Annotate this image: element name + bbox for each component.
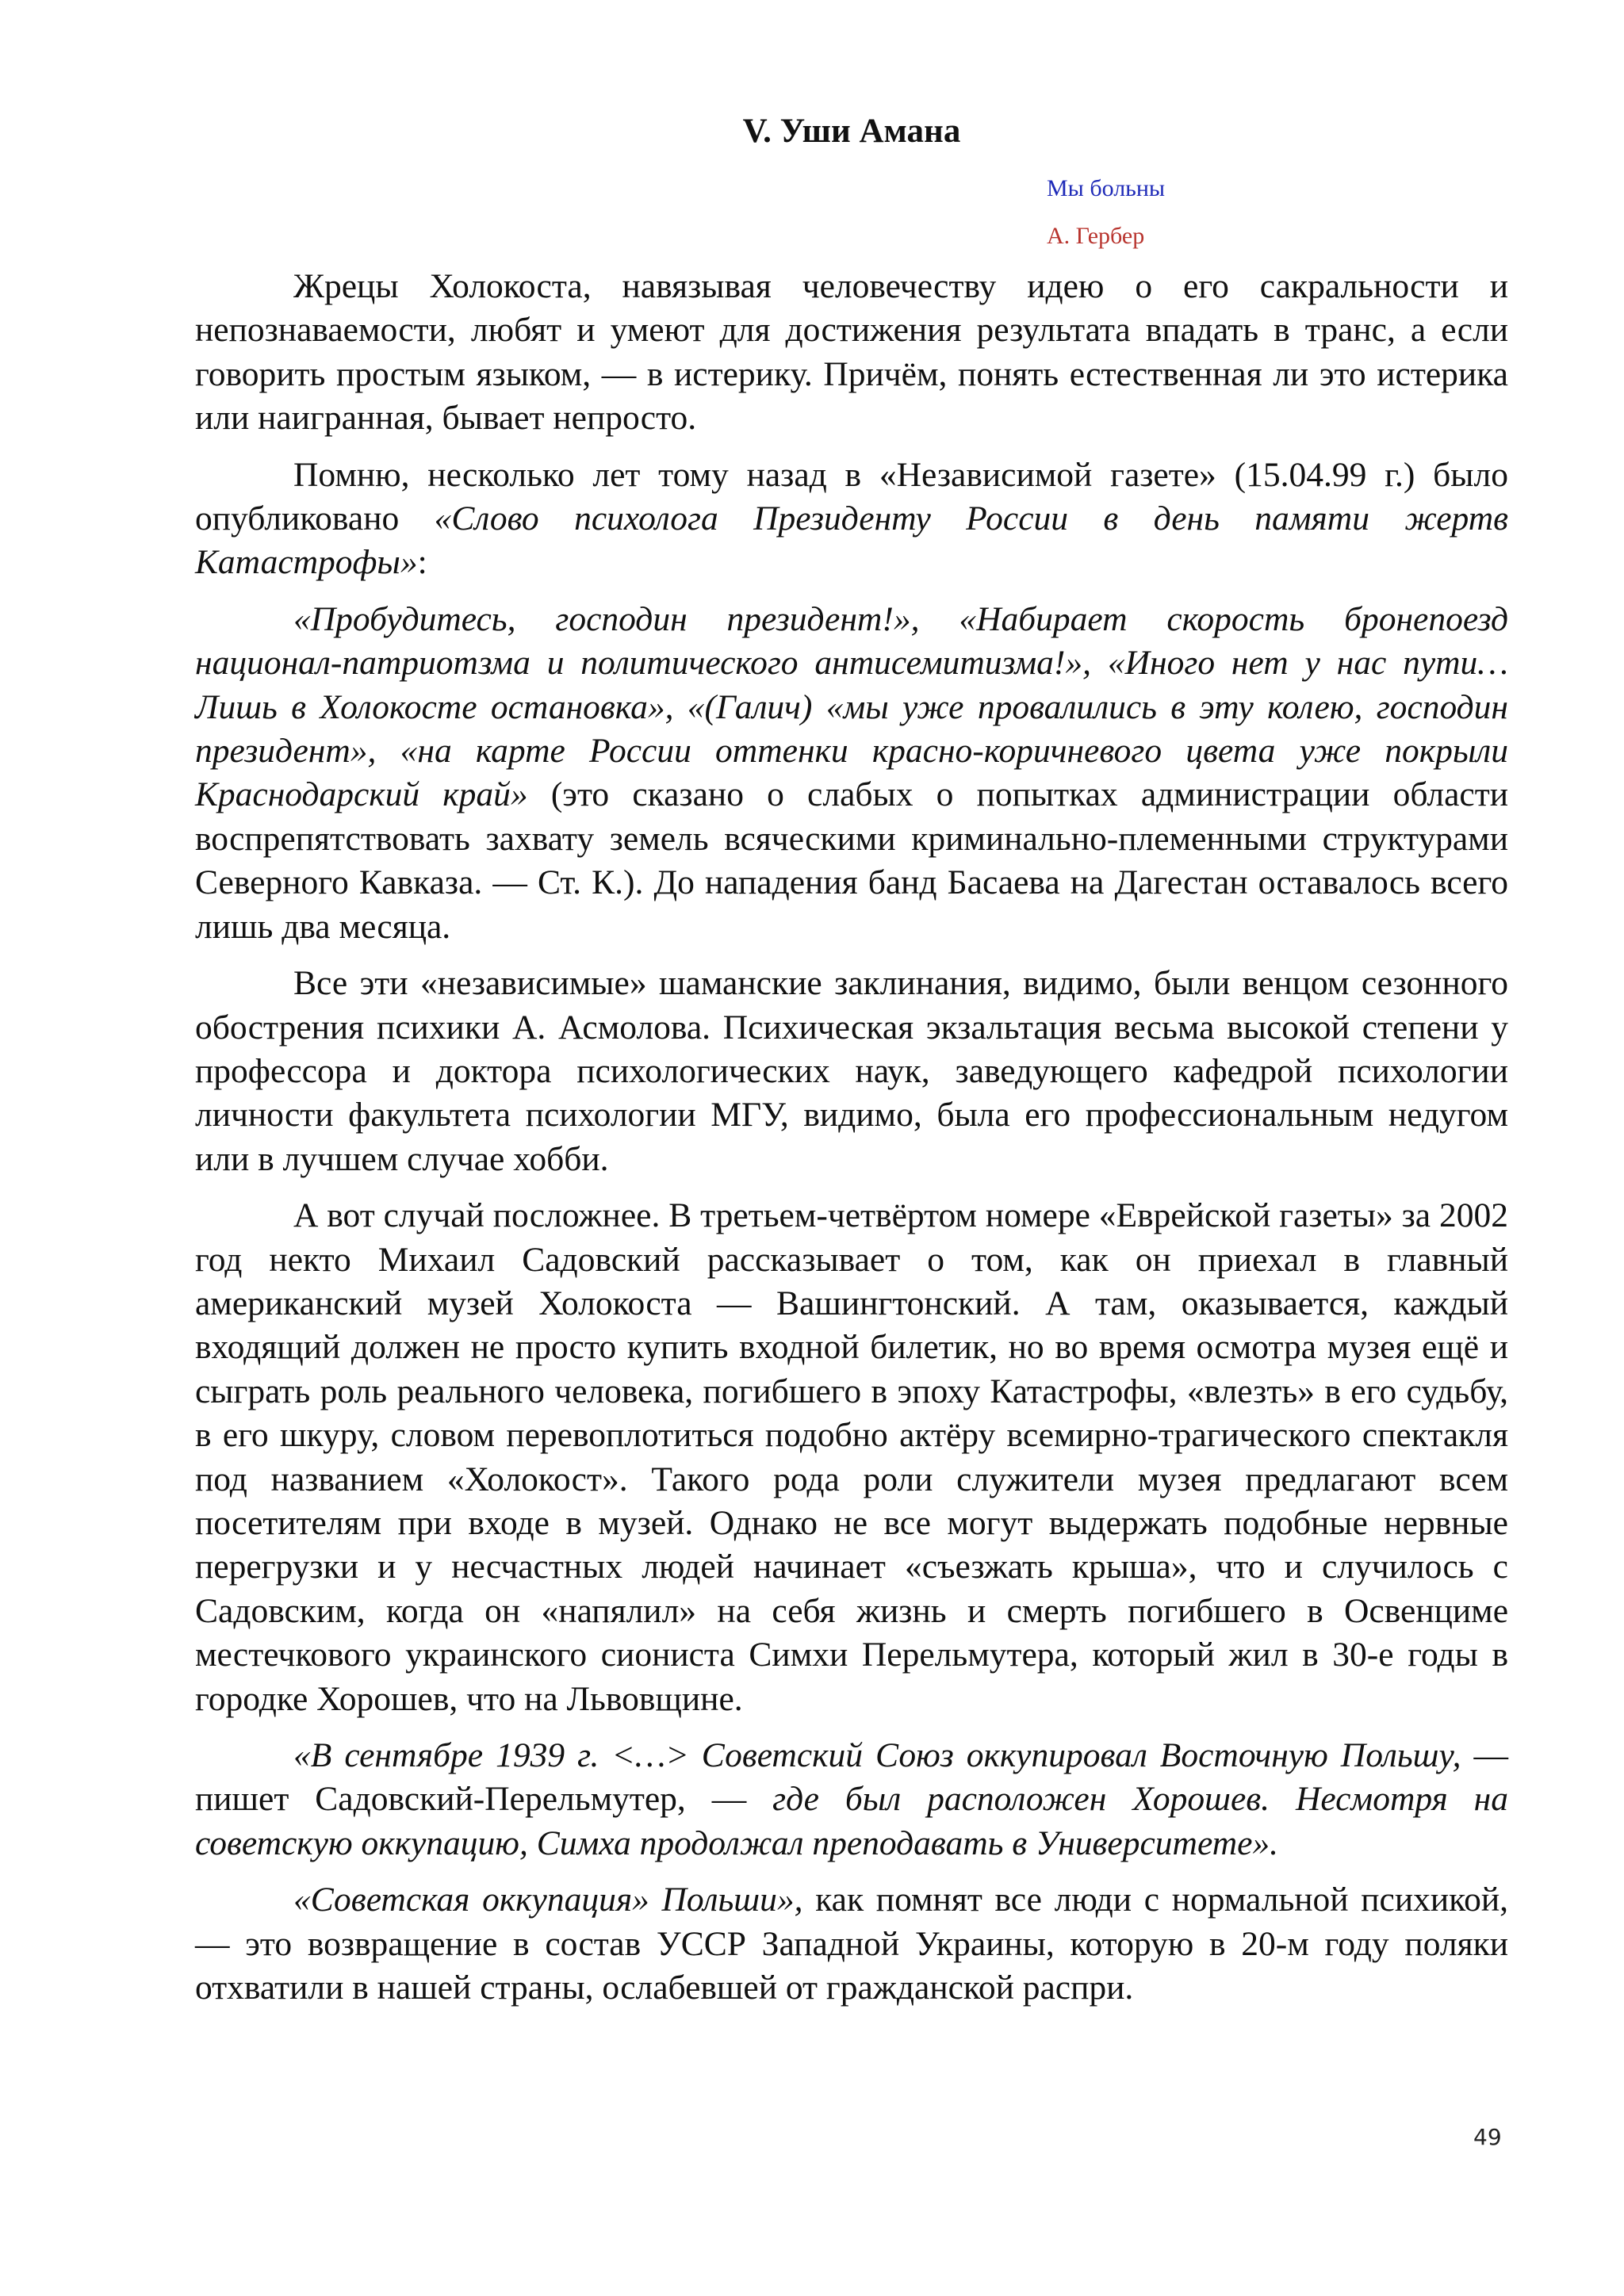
epigraph: [1047, 165, 1508, 260]
text-run: А вот случай посложнее. В третьем-четвёртом номере «Еврейской газеты» за 2002 год некто Михаил Садовский рассказывает о том, как он приехал в главный американский музей Холокоста — Вашингтонский. А там, оказывается, каждый входящий должен не просто купить входной билетик, но во время осмотра музея ещё и сыграть роль реального человека, погибшего в эпоху Катастрофы, «влезть» в его судьбу, в его шкуру, словом перевоплотиться подобно актёру всемирно-трагического спектакля под названием «Холокост». Такого рода роли служители музея предлагают всем посетителям при входе в музей. Однако не все могут выдержать подобные нервные перегрузки и у несчастных людей начинает «съезжать крыша», что и случилось с Садовским, когда он «напялил» на себя жизнь и смерть погибшего в Освенциме местечкового украинского сиониста Симхи Перельмутера, который жил в 30-е годы в городке Хорошев, что на Львовщине.: [195, 1196, 1508, 1718]
text-run: как помнят все люди с нормальной психикой, — это возвращение в состав УССР Западной Украины, которую в 20-м году поляки отхватили в нашей страны, ослабевшей от гражданской распри.: [195, 1881, 1508, 2007]
epigraph-author: А. Гербер: [1047, 223, 1145, 249]
italic-quote: «Советская оккупация» Польши»,: [293, 1881, 803, 1919]
paragraph: [195, 598, 1508, 949]
paragraph: [195, 1194, 1508, 1721]
paragraph: [195, 265, 1508, 441]
page-number: 49: [1473, 2124, 1502, 2150]
italic-quote: «Пробудитесь, господин президент!», «Набирает скорость бронепоезд национал-патриотзма и политического антисемитизма!», «Иного нет у нас пути… Лишь в Холокосте остановка», «(Галич) «мы уже провалились в эту колею, господин президент», «на карте России оттенки красно-коричневого цвета уже покрыли Краснодарский край»: [195, 599, 1508, 814]
chapter-title: V. Уши Амана: [742, 113, 961, 150]
text-run: :: [417, 543, 427, 582]
epigraph-text: Мы больны: [1047, 175, 1166, 201]
paragraph: [195, 1734, 1508, 1866]
text-run: Все эти «независимые» шаманские заклинания, видимо, были венцом сезонного обострения психики А. Асмолова. Психическая экзальтация весьма высокой степени у профессора и доктора психологических наук, заведующего кафедрой психологии личности факультета психологии МГУ, видимо, была его профессиональным недугом или в лучшем случае хобби.: [195, 964, 1508, 1178]
paragraph: [195, 453, 1508, 585]
page-content: [195, 111, 1508, 2010]
body-text: [195, 265, 1508, 2010]
text-run: Жрецы Холокоста, навязывая человечеству идею о его сакральности и непознаваемости, любят и умеют для достижения результата впадать в транс, а если говорить простым языком, — в истерику. Причём, понять естественная ли это истерика или наигранная, бывает непросто.: [195, 267, 1508, 438]
paragraph: [195, 1878, 1508, 2010]
italic-quote: «В сентябре 1939 г. <…> Советский Союз оккупировал Восточную Польшу,: [293, 1736, 1461, 1774]
italic-quote: где был расположен Хорошев. Несмотря на советскую оккупацию, Симха продолжал преподавать в Университете».: [195, 1780, 1509, 1862]
paragraph: [195, 962, 1508, 1181]
text-run: Помню, несколько лет тому назад в «Независимой газете» (15.04.99 г.) было опубликовано: [195, 455, 1508, 538]
italic-quote: «Слово психолога Президенту России в день памяти жертв Катастрофы»: [195, 499, 1508, 582]
text-run: (это сказано о слабых о попытках администрации области воспрепятствовать захвату земель всяческими криминально-племенными структурами Северного Кавказа. — Ст. К.). До нападения банд Басаева на Дагестан оставалось всего лишь два месяца.: [195, 775, 1508, 946]
text-run: — пишет Садовский-Перельмутер, —: [195, 1736, 1508, 1819]
